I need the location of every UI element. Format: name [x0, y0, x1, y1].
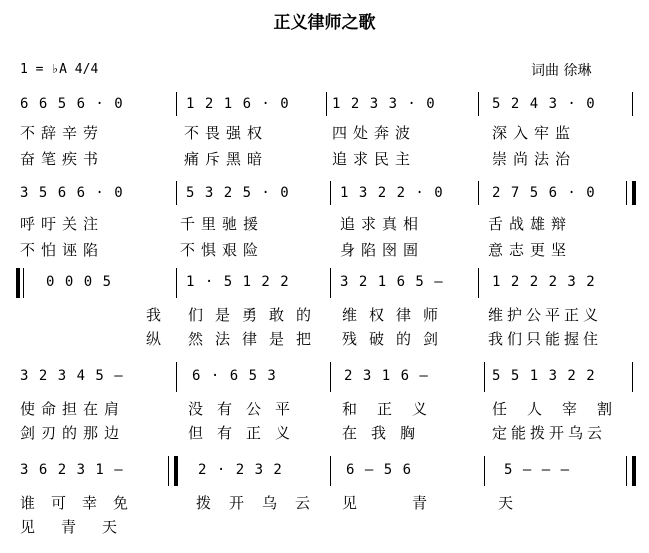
lyric: 痛斥黑暗 — [184, 150, 269, 168]
bar-line — [632, 362, 633, 392]
bar-line — [330, 181, 331, 205]
lyric: 和正义 — [342, 400, 448, 418]
lyric: 在我胸 — [342, 424, 430, 442]
measure: 5 — — — — [504, 462, 571, 478]
lyric: 不辞辛劳 — [20, 124, 105, 142]
lyric: 但有正义 — [188, 424, 305, 442]
measure: 1 2 2 2 3 2 — [492, 274, 596, 290]
bar-line — [632, 92, 633, 116]
bar-line — [176, 181, 177, 205]
lyric: 见青天 — [20, 518, 144, 536]
lyric: 维护公平正义 — [488, 306, 603, 324]
lyric: 呼吁关注 — [20, 215, 105, 233]
lyric: 纵 — [146, 330, 174, 348]
lyric: 剑刃的那边 — [20, 424, 126, 442]
lyric: 然法律是把 — [188, 330, 324, 348]
measure: 1 2 3 3 · 0 — [332, 96, 436, 112]
lyric: 崇尚法治 — [492, 150, 577, 168]
measure: 6 — 5 6 — [346, 462, 413, 478]
bar-line — [478, 268, 479, 298]
measure: 6 6 5 6 · 0 — [20, 96, 124, 112]
lyric: 追求民主 — [332, 150, 417, 168]
measure: 3 2 3 4 5 — — [20, 368, 124, 384]
bar-line — [23, 268, 24, 298]
lyric: 不畏强权 — [184, 124, 269, 142]
measure: 1 3 2 2 · 0 — [340, 185, 444, 201]
measure: 2 7 5 6 · 0 — [492, 185, 596, 201]
lyric: 使命担在肩 — [20, 400, 126, 418]
bar-line — [478, 92, 479, 116]
lyric: 天 — [498, 494, 530, 512]
measure: 5 5 1 3 2 2 — [492, 368, 596, 384]
lyric: 我们只能握住 — [488, 330, 603, 348]
measure: 5 3 2 5 · 0 — [186, 185, 290, 201]
measure: 3 5 6 6 · 0 — [20, 185, 124, 201]
lyric: 意志更坚 — [488, 241, 573, 259]
lyric: 见 — [342, 494, 374, 512]
lyric: 们是勇敢的 — [188, 306, 324, 324]
lyric: 谁可幸免 — [20, 494, 145, 512]
lyric: 深入牢监 — [492, 124, 577, 142]
lyric: 追求真相 — [340, 215, 425, 233]
bar-line — [176, 268, 177, 298]
bar-line — [176, 362, 177, 392]
bar-line — [176, 92, 177, 116]
measure: 0 0 0 5 — [46, 274, 113, 290]
lyric: 不怕诬陷 — [20, 241, 105, 259]
measure: 1 · 5 1 2 2 — [186, 274, 290, 290]
lyric: 千里驰援 — [180, 215, 265, 233]
key-signature: 1 = ♭A 4/4 — [20, 62, 99, 77]
lyric: 维权律师 — [342, 306, 451, 324]
measure: 3 6 2 3 1 — — [20, 462, 124, 478]
measure: 6 · 6 5 3 — [192, 368, 277, 384]
measure: 2 3 1 6 — — [344, 368, 429, 384]
lyric: 没有公平 — [188, 400, 305, 418]
bar-line — [330, 268, 331, 298]
lyric: 四处奔波 — [332, 124, 417, 142]
bar-line — [330, 456, 331, 486]
lyric: 奋笔疾书 — [20, 150, 105, 168]
bar-line — [484, 362, 485, 392]
lyric: 定能拨开乌云 — [492, 424, 607, 442]
measure: 5 2 4 3 · 0 — [492, 96, 596, 112]
measure: 1 2 1 6 · 0 — [186, 96, 290, 112]
lyric: 拨开乌云 — [196, 494, 329, 512]
start-repeat-bar — [16, 268, 20, 298]
end-repeat-bar — [174, 456, 178, 486]
lyric: 任人宰割 — [492, 400, 633, 418]
lyric: 不惧艰险 — [180, 241, 265, 259]
lyric: 残破的剑 — [342, 330, 451, 348]
lyric: 舌战雄辩 — [488, 215, 573, 233]
bar-line — [478, 181, 479, 205]
song-title: 正义律师之歌 — [273, 13, 376, 33]
lyric: 青 — [412, 494, 444, 512]
bar-line — [168, 456, 169, 486]
bar-line — [330, 362, 331, 392]
final-bar — [632, 456, 636, 486]
bar-line — [626, 456, 627, 486]
bar-line — [326, 92, 327, 116]
bar-line — [484, 456, 485, 486]
measure: 2 · 2 3 2 — [198, 462, 283, 478]
measure: 3 2 1 6 5 — — [340, 274, 444, 290]
end-repeat-bar — [632, 181, 636, 205]
bar-line — [626, 181, 627, 205]
lyric: 我 — [146, 306, 174, 324]
lyric: 身陷囹圄 — [340, 241, 425, 259]
credit-line: 词曲 徐琳 — [531, 63, 592, 79]
